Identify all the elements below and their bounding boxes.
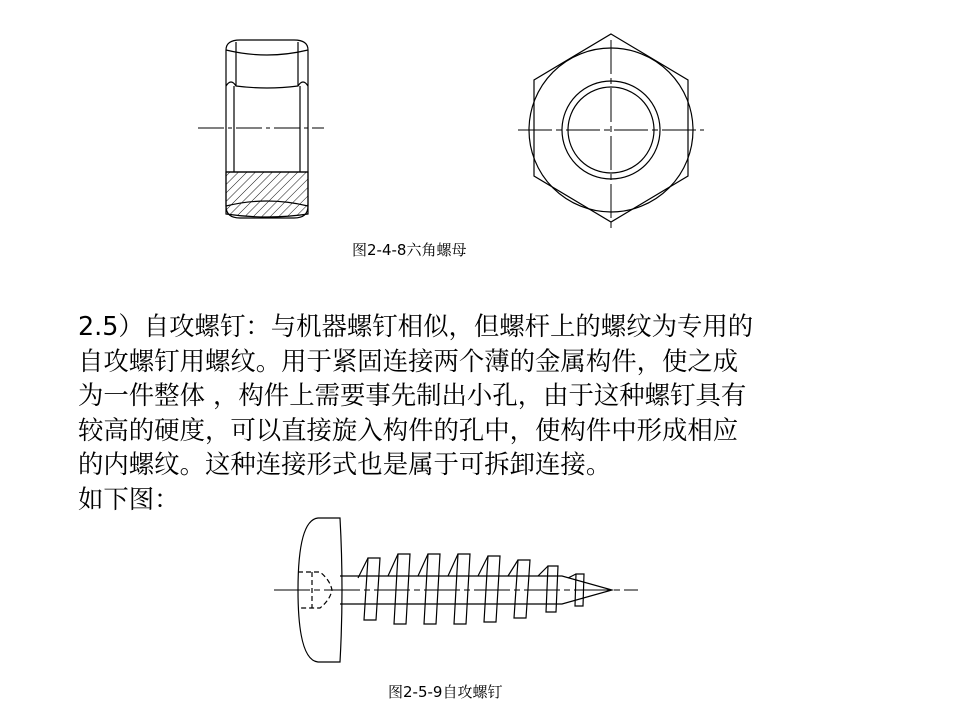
self-tapping-screw-drawing — [272, 510, 642, 670]
paragraph-line: 的内螺纹。这种连接形式也是属于可拆卸连接。 — [78, 449, 612, 480]
figure-caption-screw: 图2-5-9自攻螺钉 — [388, 683, 503, 701]
paragraph-line: 为一件整体 ，构件上需要事先制出小孔，由于这种螺钉具有 — [78, 380, 747, 411]
hex-nut-side-view — [196, 36, 328, 222]
paragraph-line: 2.5）自攻螺钉：与机器螺钉相似，但螺杆上的螺纹为专用的 — [78, 311, 754, 341]
paragraph-line: 如下图： — [78, 483, 180, 514]
body-paragraph — [78, 309, 868, 517]
screw-threads — [358, 554, 584, 624]
hex-nut-top-view — [518, 30, 704, 234]
section-hatching — [226, 172, 308, 217]
figure-caption-hex-nut: 图2-4-8六角螺母 — [352, 241, 467, 259]
paragraph-line: 较高的硬度，可以直接旋入构件的孔中，使构件中形成相应 — [78, 414, 739, 445]
paragraph-line: 自攻螺钉用螺纹。用于紧固连接两个薄的金属构件，使之成 — [78, 345, 739, 376]
